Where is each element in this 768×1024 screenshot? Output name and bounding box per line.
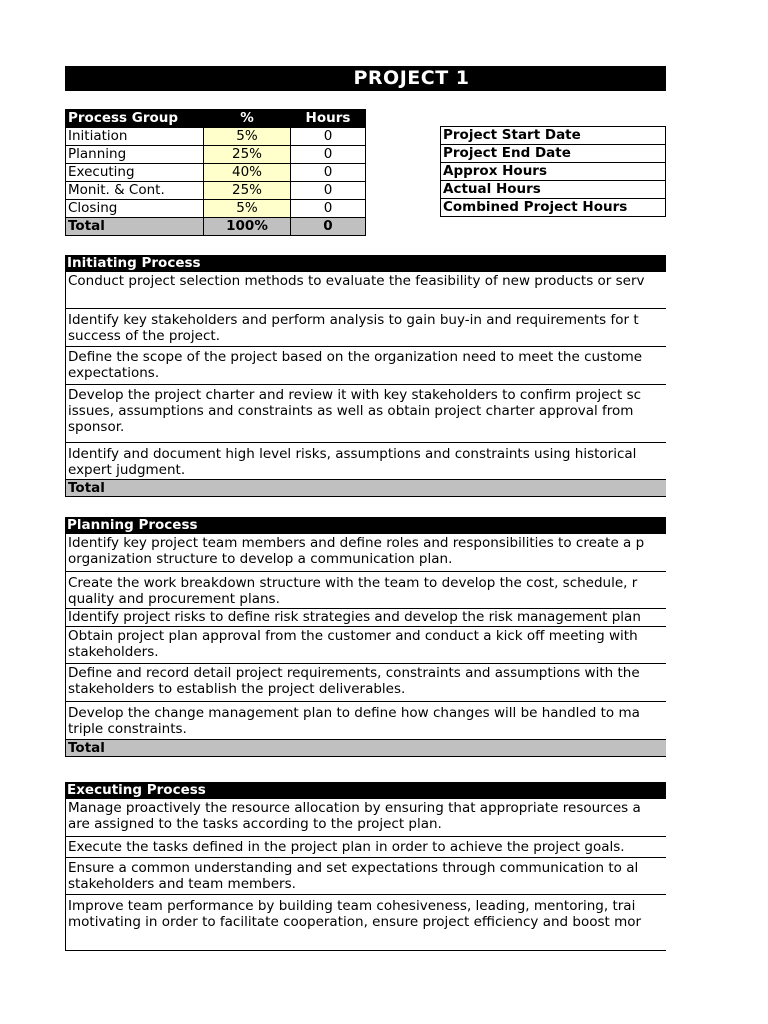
total-percent[interactable]: 100% xyxy=(204,218,291,236)
task-row[interactable] xyxy=(65,799,666,837)
percent-cell[interactable]: 5% xyxy=(204,200,291,218)
header-process-group: Process Group xyxy=(66,110,204,128)
process-group-total-row xyxy=(66,218,366,236)
section-total-row[interactable]: Total xyxy=(65,480,666,497)
hours-cell[interactable]: 0 xyxy=(291,164,366,182)
task-row[interactable] xyxy=(65,572,666,609)
project-title-bar xyxy=(65,66,666,91)
task-text-line: Manage proactively the resource allocation by ensuring that appropriate resources a xyxy=(68,800,641,816)
table-row xyxy=(66,128,366,146)
percent-cell[interactable]: 25% xyxy=(204,146,291,164)
task-row[interactable] xyxy=(65,609,666,627)
task-row[interactable] xyxy=(65,702,666,740)
task-row[interactable] xyxy=(65,858,666,895)
task-row[interactable] xyxy=(65,309,666,347)
header-percent: % xyxy=(204,110,291,128)
section-header: Initiating Process xyxy=(65,255,666,272)
table-row xyxy=(66,200,366,218)
table-row xyxy=(66,182,366,200)
task-text-line: Create the work breakdown structure with the team to develop the cost, schedule, r xyxy=(68,575,638,591)
actual-hours-label[interactable]: Actual Hours xyxy=(441,181,666,199)
section-header: Planning Process xyxy=(65,517,666,534)
process-group-cell[interactable]: Closing xyxy=(66,200,204,218)
hours-cell[interactable]: 0 xyxy=(291,200,366,218)
task-text-line: Execute the tasks defined in the project plan in order to achieve the project goals. xyxy=(68,839,625,855)
hours-cell[interactable]: 0 xyxy=(291,146,366,164)
table-row xyxy=(66,146,366,164)
task-text-line: are assigned to the tasks according to the project plan. xyxy=(68,816,442,832)
task-text-line: Obtain project plan approval from the customer and conduct a kick off meeting with xyxy=(68,628,638,644)
task-text-line: Define and record detail project requirements, constraints and assumptions with the xyxy=(68,665,640,681)
task-row[interactable] xyxy=(65,837,666,858)
percent-cell[interactable]: 5% xyxy=(204,128,291,146)
executing-process-section xyxy=(65,782,666,951)
section-header: Executing Process xyxy=(65,782,666,799)
percent-cell[interactable]: 40% xyxy=(204,164,291,182)
task-text-line: Identify and document high level risks, assumptions and constraints using historical xyxy=(68,446,637,462)
header-hours: Hours xyxy=(291,110,366,128)
process-group-table xyxy=(65,109,366,236)
task-text-line: expert judgment. xyxy=(68,462,186,478)
project-start-date-label[interactable]: Project Start Date xyxy=(441,127,666,145)
task-text-line: Identify key project team members and define roles and responsibilities to create a p xyxy=(68,535,645,551)
task-row[interactable] xyxy=(65,627,666,664)
task-text-line: stakeholders to establish the project deliverables. xyxy=(68,681,406,697)
initiating-process-section xyxy=(65,255,666,497)
task-text-line: Develop the change management plan to define how changes will be handled to ma xyxy=(68,705,640,721)
task-text-line: sponsor. xyxy=(68,419,125,435)
task-text-line: triple constraints. xyxy=(68,721,187,737)
task-row[interactable] xyxy=(65,895,666,951)
task-text-line: quality and procurement plans. xyxy=(68,591,280,607)
process-group-header-row xyxy=(66,110,366,128)
task-row[interactable] xyxy=(65,664,666,702)
task-text-line: expectations. xyxy=(68,365,160,381)
planning-process-section xyxy=(65,517,666,757)
section-total-row[interactable]: Total xyxy=(65,740,666,757)
task-text-line: Identify key stakeholders and perform analysis to gain buy-in and requirements for t xyxy=(68,312,639,328)
task-text-line: Develop the project charter and review it with key stakeholders to confirm project sc xyxy=(68,387,642,403)
task-text-line: Improve team performance by building team cohesiveness, leading, mentoring, trai xyxy=(68,898,636,914)
task-text-line: issues, assumptions and constraints as well as obtain project charter approval from xyxy=(68,403,634,419)
task-row[interactable] xyxy=(65,272,666,309)
task-row[interactable] xyxy=(65,443,666,480)
process-group-cell[interactable]: Executing xyxy=(66,164,204,182)
approx-hours-label[interactable]: Approx Hours xyxy=(441,163,666,181)
task-text-line: organization structure to develop a communication plan. xyxy=(68,551,453,567)
percent-cell[interactable]: 25% xyxy=(204,182,291,200)
process-group-cell[interactable]: Monit. & Cont. xyxy=(66,182,204,200)
project-end-date-label[interactable]: Project End Date xyxy=(441,145,666,163)
task-text-line: Identify project risks to define risk strategies and develop the risk management plan xyxy=(68,609,641,625)
task-text-line: Define the scope of the project based on the organization need to meet the custome xyxy=(68,349,643,365)
project-title: PROJECT 1 xyxy=(353,67,470,89)
task-text-line: success of the project. xyxy=(68,328,220,344)
process-group-cell[interactable]: Initiation xyxy=(66,128,204,146)
task-row[interactable] xyxy=(65,385,666,443)
task-row[interactable] xyxy=(65,534,666,572)
table-row xyxy=(66,164,366,182)
task-text-line: Conduct project selection methods to evaluate the feasibility of new products or serv xyxy=(68,273,645,289)
total-label[interactable]: Total xyxy=(66,218,204,236)
task-row[interactable] xyxy=(65,347,666,385)
combined-project-hours-label[interactable]: Combined Project Hours xyxy=(441,199,666,217)
hours-cell[interactable]: 0 xyxy=(291,182,366,200)
task-text-line: motivating in order to facilitate cooperation, ensure project efficiency and boost mor xyxy=(68,914,642,930)
task-text-line: stakeholders. xyxy=(68,644,159,660)
hours-cell[interactable]: 0 xyxy=(291,128,366,146)
total-hours[interactable]: 0 xyxy=(291,218,366,236)
task-text-line: Ensure a common understanding and set expectations through communication to al xyxy=(68,860,639,876)
project-info-table xyxy=(440,126,666,217)
process-group-cell[interactable]: Planning xyxy=(66,146,204,164)
task-text-line: stakeholders and team members. xyxy=(68,876,296,892)
